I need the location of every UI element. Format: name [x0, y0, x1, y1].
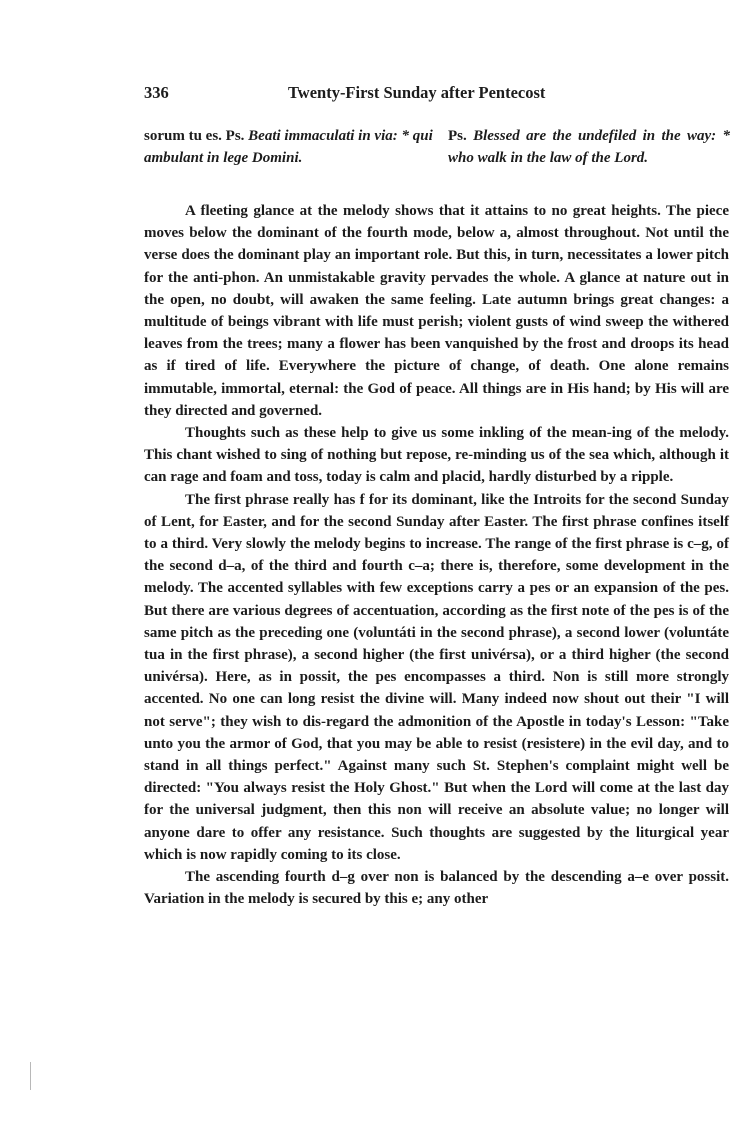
- latin-verse-text: Beati immaculati in via: * qui ambulant in lege Domini.: [144, 128, 433, 167]
- latin-verse-lead: sorum tu es. Ps.: [144, 128, 249, 144]
- english-verse: [448, 125, 730, 170]
- paragraph: A fleeting glance at the melody shows that it attains to no great heights. The piece moves below the dominant of the fourth mode, below a, almost throughout. Not until the verse does the dominant play an important role. But this, in turn, necessitates a lower pitch for the anti-phon. An unmistakable gravity pervades the whole. A glance at nature out in the open, no doubt, will awaken the same feeling. Late autumn brings great changes: a multitude of beings vibrant with life must perish; violent gusts of wind sweep the withered leaves from the trees; many a flower has been vanquished by the frost and droops its head as if tired of life. Everywhere the picture of change, of death. One alone remains immutable, immortal, eternal: the God of peace. All things are in His hand; by His will are they directed and governed.: [144, 203, 729, 419]
- paragraph: The first phrase really has f for its dominant, like the Introits for the second Sunday of Lent, for Easter, and for the second Sunday after Easter. The first phrase confines itself to a third. Very slowly the melody begins to increase. The range of the first phrase is c–g, of the second d–a, of the third and fourth c–a; there is, therefore, some development in the melody. The accented syllables with few exceptions carry a pes or an expansion of the pes. But there are various degrees of accentuation, according as the first note of the pes is of the same pitch as the preceding one (voluntáti in the second phrase), a second lower (voluntáte tua in the first phrase), a second higher (the first univérsa), or a third higher (the second univérsa). Here, as in possit, the pes encompasses a third. Non is still more strongly accented. No one can long resist the divine will. Many indeed now shout out their "I will not serve"; they wish to dis-regard the admonition of the Apostle in today's Lesson: "Take unto you the armor of God, that you may be able to resist (resistere) in the evil day, and to stand in all things perfect." Against many such St. Stephen's complaint might well be directed: "You always resist the Holy Ghost." But when the Lord will come at the last day for the universal judgment, then this non will receive an absolute value; no longer will anyone dare to offer any resistance. Such thoughts are suggested by the liturgical year which is now rapidly coming to its close.: [144, 491, 729, 863]
- paragraph: The ascending fourth d–g over non is balanced by the descending a–e over possit. Variation in the melody is secured by this e; any other: [144, 869, 729, 908]
- running-title: Twenty-First Sunday after Pentecost: [288, 83, 546, 102]
- english-verse-text: Blessed are the undefiled in the way: * who walk in the law of the Lord.: [448, 128, 730, 167]
- english-verse-lead: Ps.: [448, 128, 474, 144]
- page-number: 336: [144, 83, 169, 102]
- latin-verse: [144, 125, 436, 170]
- margin-mark: [30, 1062, 31, 1090]
- page-header: [144, 83, 604, 105]
- commentary-text: [144, 200, 729, 911]
- paragraph: Thoughts such as these help to give us some inkling of the mean-ing of the melody. This chant wished to sing of nothing but repose, re-minding us of the sea which, although it can rage and foam and toss, today is calm and placid, hardly disturbed by a ripple.: [144, 425, 729, 486]
